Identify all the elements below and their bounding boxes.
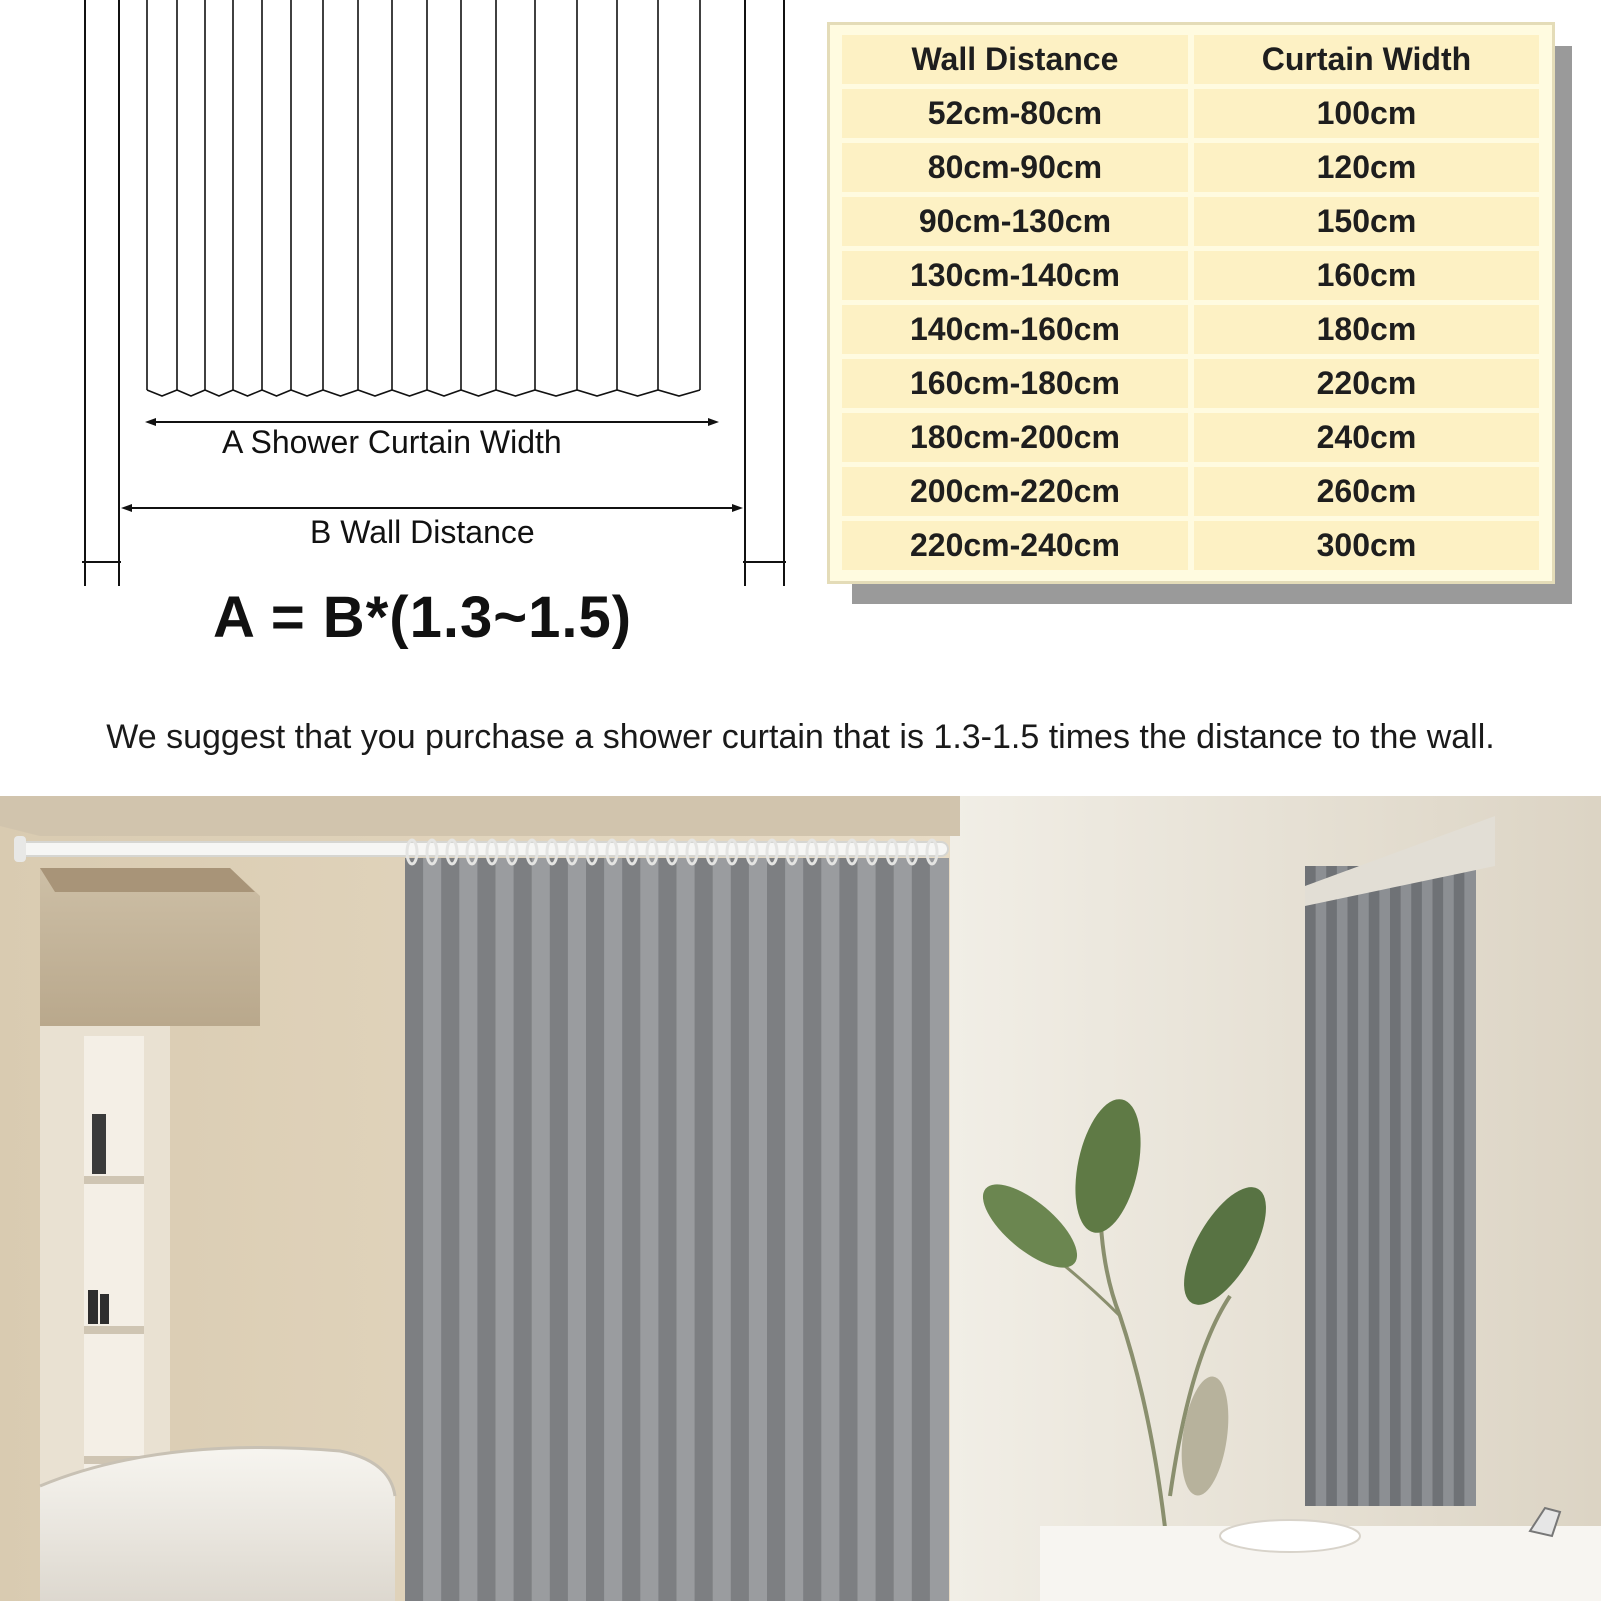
dimension-b-arrow [121, 504, 743, 512]
panel-fold-dark [1348, 866, 1360, 1506]
panel-fold-dark [1411, 866, 1423, 1506]
ceiling [0, 796, 960, 836]
curtain-width-cell: 180cm [1194, 305, 1539, 354]
sizing-suggestion-caption: We suggest that you purchase a shower curtain that is 1.3-1.5 times the distance to the wall. [106, 718, 1495, 756]
sizing-formula: A = B*(1.3~1.5) [212, 585, 633, 650]
sink [1220, 1520, 1360, 1552]
panel-fold-light [1379, 866, 1391, 1506]
table-row [842, 251, 1539, 300]
table-row [842, 413, 1539, 462]
panel-fold-light [1358, 866, 1370, 1506]
header-curtain-width: Curtain Width [1194, 35, 1539, 84]
curtain-width-cell: 260cm [1194, 467, 1539, 516]
curtain-fold-light [496, 858, 515, 1601]
curtain-fold-light [677, 858, 696, 1601]
curtain-folds [147, 0, 700, 396]
table-row [842, 197, 1539, 246]
curtain-width-cell: 300cm [1194, 521, 1539, 570]
curtain-fold-light [532, 858, 551, 1601]
panel-fold-dark [1433, 866, 1445, 1506]
wall-distance-label: B Wall Distance [310, 514, 535, 550]
panel-fold-dark [1454, 866, 1466, 1506]
curtain-fold-light [858, 858, 877, 1601]
curtain-fold-dark [586, 858, 605, 1601]
bathtub [40, 1448, 395, 1601]
wall-distance-cell: 90cm-130cm [842, 197, 1188, 246]
curtain-fold-dark [876, 858, 895, 1601]
curtain-fold-light [568, 858, 587, 1601]
panel-fold-dark [1369, 866, 1381, 1506]
wall-distance-cell: 200cm-220cm [842, 467, 1188, 516]
curtain-width-cell: 160cm [1194, 251, 1539, 300]
curtain-fold-light [821, 858, 840, 1601]
wall-distance-cell: 140cm-160cm [842, 305, 1188, 354]
table-row [842, 359, 1539, 408]
curtain-fold-dark [767, 858, 786, 1601]
wall-distance-cell: 80cm-90cm [842, 143, 1188, 192]
gray-shower-curtain [405, 858, 949, 1601]
curtain-fold-dark [622, 858, 641, 1601]
curtain-width-cell: 120cm [1194, 143, 1539, 192]
curtain-fold-light [749, 858, 768, 1601]
panel-fold-light [1443, 866, 1455, 1506]
table-row [842, 305, 1539, 354]
bottle-icon [92, 1114, 106, 1174]
table-row [842, 521, 1539, 570]
panel-fold-light [1316, 866, 1328, 1506]
curtain-fold-light [713, 858, 732, 1601]
curtain-fold-light [894, 858, 913, 1601]
curtain-fold-light [785, 858, 804, 1601]
right-wall [950, 796, 1601, 1601]
curtain-fold-dark [731, 858, 750, 1601]
curtain-fold-dark [405, 858, 424, 1601]
panel-fold-light [1401, 866, 1413, 1506]
curtain-fold-light [930, 858, 949, 1601]
curtain-size-diagram [0, 0, 800, 680]
table-row [842, 467, 1539, 516]
wall-distance-cell: 180cm-200cm [842, 413, 1188, 462]
curtain-width-cell: 100cm [1194, 89, 1539, 138]
panel-fold-dark [1390, 866, 1402, 1506]
curtain-width-cell: 240cm [1194, 413, 1539, 462]
table-header-row [842, 35, 1539, 84]
panel-fold-light [1464, 866, 1476, 1506]
gray-curtain-sample [1305, 816, 1495, 1506]
table-row [842, 89, 1539, 138]
curtain-fold-dark [550, 858, 569, 1601]
wall-distance-cell: 160cm-180cm [842, 359, 1188, 408]
curtain-fold-light [459, 858, 478, 1601]
curtain-width-cell: 150cm [1194, 197, 1539, 246]
rod-end-cap [14, 836, 26, 862]
size-table [836, 30, 1545, 575]
curtain-fold-light [423, 858, 442, 1601]
header-wall-distance: Wall Distance [842, 35, 1188, 84]
soffit-edge [40, 868, 255, 892]
curtain-fold-dark [658, 858, 677, 1601]
curtain-fold-dark [477, 858, 496, 1601]
shower-curtain-width-label: A Shower Curtain Width [222, 424, 562, 460]
wall-distance-cell: 220cm-240cm [842, 521, 1188, 570]
wall-distance-cell: 130cm-140cm [842, 251, 1188, 300]
panel-fold-light [1422, 866, 1434, 1506]
curtain-fold-dark [912, 858, 931, 1601]
curtain-fold-dark [803, 858, 822, 1601]
panel-fold-dark [1326, 866, 1338, 1506]
bottle-icon [100, 1294, 109, 1324]
curtain-hem [147, 390, 700, 396]
shelf [84, 1326, 144, 1334]
table-row [842, 143, 1539, 192]
bathroom-photo [0, 796, 1601, 1601]
panel-fold-dark [1305, 866, 1317, 1506]
curtain-fold-dark [839, 858, 858, 1601]
curtain-fold-light [604, 858, 623, 1601]
curtain-fold-dark [695, 858, 714, 1601]
curtain-width-cell: 220cm [1194, 359, 1539, 408]
bottle-icon [88, 1290, 98, 1324]
shelf [84, 1176, 144, 1184]
wall-distance-cell: 52cm-80cm [842, 89, 1188, 138]
curtain-fold-dark [514, 858, 533, 1601]
panel-fold-light [1337, 866, 1349, 1506]
curtain-fold-light [640, 858, 659, 1601]
curtain-fold-dark [441, 858, 460, 1601]
